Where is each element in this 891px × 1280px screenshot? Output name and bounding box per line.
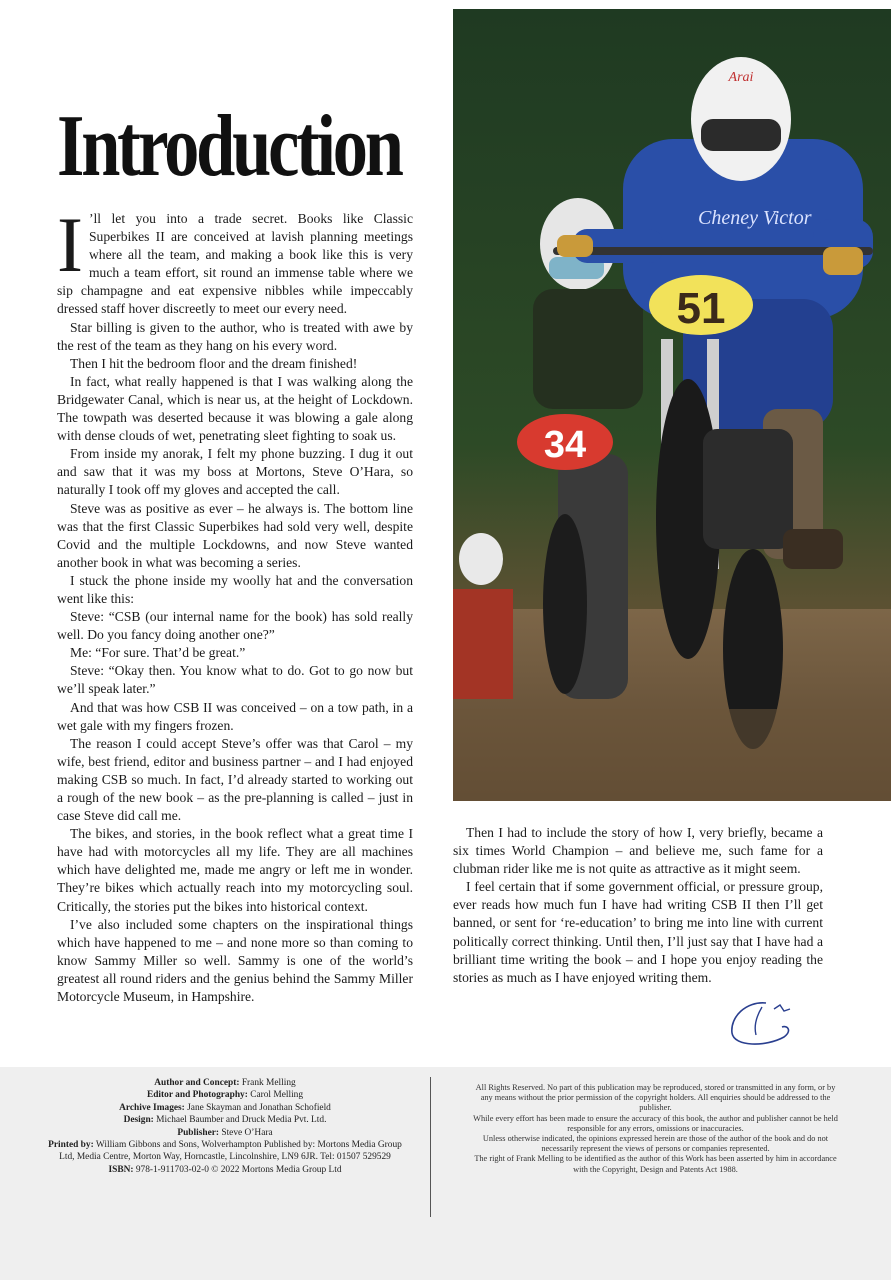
motocross-photo-illustration: [453, 9, 891, 801]
paragraph: I stuck the phone inside my woolly hat and the conversation went like this:: [57, 572, 413, 606]
paragraph: From inside my anorak, I felt my phone buzzing. I dug it out and saw that it was my boss at Mortons, Steve O’Hara, so naturally I took off my gloves and accepted the call.: [57, 446, 413, 498]
paragraph: Star billing is given to the author, who is treated with awe by the rest of the team as they hang on his every word.: [57, 319, 413, 353]
drop-cap: I: [57, 201, 83, 288]
credit-value: Michael Baumber and Druck Media Pvt. Ltd.: [156, 1115, 327, 1126]
paragraph-text: ’ll let you into a trade secret. Books like Classic Superbikes II are conceived at lavish planning meetings where all the team, and making a book like this is very much a team effort, sit round an immense table where we sip champagne and eat expensive nibbles while impeccably dressed staff hover discreetly to meet our every need.: [57, 211, 413, 317]
paragraph: In fact, what really happened is that I was walking along the Bridgewater Canal, which is near us, at the height of Lockdown. The towpath was deserted because it was blowing a gale along with dense clouds of wet, penetrating sleet fighting to soak us.: [57, 373, 413, 444]
credit-publisher: [45, 1127, 405, 1139]
rights-line: All Rights Reserved. No part of this publication may be reproduced, stored or transmitted in any form, or by any means without the prior permission of the copyright holders. All enquiries should be addressed to the publisher.: [475, 1083, 836, 1113]
author-signature: [726, 997, 796, 1051]
paragraph: And that was how CSB II was conceived – on a tow path, in a wet gale with my fingers frozen.: [57, 699, 413, 733]
credit-label: ISBN:: [108, 1164, 134, 1175]
paragraph: The bikes, and stories, in the book reflect what a great time I have had with motorcycles all my life. They are all machines which have delighted me, made me angry or left me in wonder. They’re bikes which actually reach into my motorcycling soul. Critically, the stories put the bikes into historical context.: [57, 826, 413, 914]
paragraph: [57, 201, 413, 319]
credit-value: Steve O’Hara: [221, 1127, 273, 1138]
intro-text-column-left: [57, 201, 413, 1006]
rights-line: The right of Frank Melling to be identified as the author of this Work has been asserted by him in accordance with the Copyright, Design and Patents Act 1988.: [474, 1154, 837, 1174]
paragraph: Steve: “CSB (our internal name for the book) has sold really well. Do you fancy doing another one?”: [57, 609, 413, 643]
footer-divider: [430, 1077, 431, 1217]
credit-label: Editor and Photography:: [146, 1090, 248, 1101]
credit-printed: [45, 1139, 405, 1164]
paragraph: I feel certain that if some government official, or pressure group, ever reads how much fun I have had writing CSB II then I’ll get banned, or sent for ‘re-education’ to bring me into line with current politically correct thinking. Until then, I’ll just say that I have had a brilliant time writing the book – and I hope you enjoy reading the stories as much as I have enjoyed writing them.: [453, 879, 823, 985]
credit-label: Archive Images:: [119, 1102, 185, 1113]
paragraph: Me: “For sure. That’d be great.”: [70, 645, 246, 661]
credit-value: 978-1-911703-02-0 © 2022 Mortons Media Group Ltd: [135, 1164, 342, 1175]
credit-label: Publisher:: [177, 1127, 220, 1138]
credit-label: Printed by:: [48, 1140, 94, 1151]
credit-value: William Gibbons and Sons, Wolverhampton Published by: Mortons Media Group Ltd, Media Centre, Morton Way, Horncastle, Lincolnshire, LN9 6JR. Tel: 01507 529529: [59, 1140, 402, 1163]
credit-label: Author and Concept:: [154, 1078, 240, 1088]
page-title: Introduction: [57, 98, 401, 195]
rights-line: While every effort has been made to ensure the accuracy of this book, the author and publisher cannot be held responsible for any errors, omissions or inaccuracies.: [473, 1113, 838, 1133]
paragraph: I’ve also included some chapters on the inspirational things which have happened to me – and none more so than coming to know Sammy Miller so well. Sammy is one of the world’s greatest all round riders and the genius behind the Sammy Miller Motorcycle Museum, in Hampshire.: [57, 916, 413, 1005]
paragraph: Steve: “Okay then. You know what to do. Got to go now but we’ll speak later.”: [57, 663, 413, 697]
paragraph: Steve was as positive as ever – he always is. The bottom line was that the first Classic Superbikes had sold very well, despite Covid and the multiple Lockdowns, and now Steve wanted another book in what was becoming a series.: [57, 500, 413, 570]
colophon-footer: [0, 1067, 891, 1280]
credit-editor: [45, 1089, 405, 1101]
paragraph: Then I had to include the story of how I, very briefly, became a six times World Champion – and believe me, such fame for a clubman rider like me is not quite as attractive as it might seem.: [453, 825, 823, 877]
credit-value: Jane Skayman and Jonathan Schofield: [187, 1102, 331, 1113]
paragraph: Then I hit the bedroom floor and the dream finished!: [70, 355, 358, 371]
credit-isbn: [45, 1164, 405, 1176]
credits-block: [45, 1077, 405, 1176]
front-plate-number: 51: [676, 284, 726, 333]
credit-label: Design:: [123, 1115, 154, 1126]
credit-archive: [45, 1102, 405, 1114]
credit-design: [45, 1114, 405, 1126]
cover-photo-motocross-rider: [453, 9, 891, 801]
paragraph: The reason I could accept Steve’s offer was that Carol – my wife, best friend, editor and business partner – and I had enjoyed making CSB so much. In fact, I’d already started to working out a rough of the new book – as the pre-planning is called – just in case Steve did call me.: [57, 735, 413, 824]
rear-plate-number: 34: [543, 424, 587, 466]
helmet-text: Arai: [728, 70, 754, 85]
jersey-text: Cheney Victor: [698, 207, 812, 229]
rights-line: Unless otherwise indicated, the opinions expressed herein are those of the author of the book and do not necessarily represent the views of persons or companies represented.: [482, 1134, 829, 1154]
credit-author: [45, 1077, 405, 1089]
credit-value: Frank Melling: [241, 1078, 296, 1088]
intro-text-column-right: [453, 824, 823, 987]
rights-block: [473, 1083, 838, 1175]
credit-value: Carol Melling: [250, 1090, 304, 1101]
